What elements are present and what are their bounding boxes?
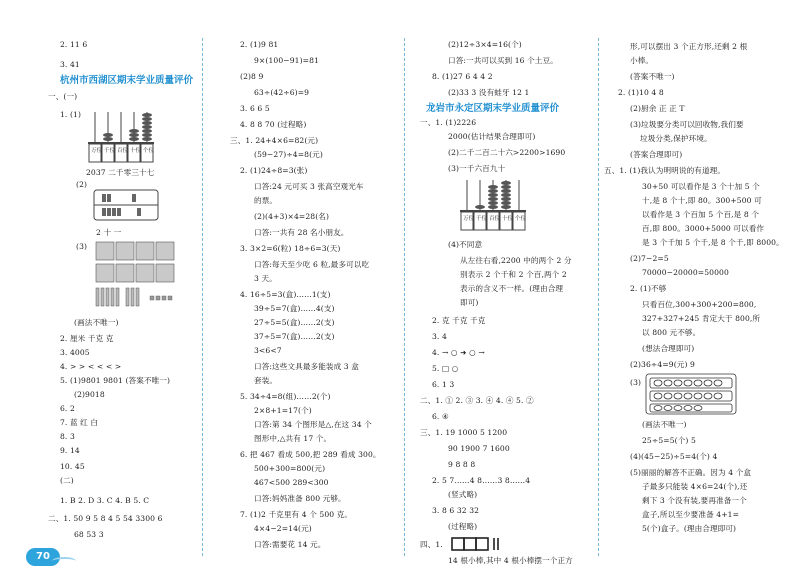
base-ten-blocks-figure: [94, 240, 192, 312]
abacus-figure: [86, 108, 156, 164]
abacus-label: 十位: [502, 216, 514, 222]
answer-line: 2. (1)不够: [630, 284, 667, 293]
abacus-figure: [458, 176, 528, 236]
answer-line: 垃圾分类,保护环境。: [640, 134, 712, 143]
answer-line: (2)9018: [74, 390, 105, 399]
abacus-label: 十位: [130, 148, 142, 154]
column-1: [0, 0, 200, 574]
answer-line: 口答:每天至少吃 6 粒,最多可以吃: [254, 260, 370, 269]
answer-line: 2×8+1=17(个): [254, 406, 312, 415]
answer-line: 1. (1): [60, 110, 82, 119]
answer-line: (4)不同意: [448, 240, 483, 249]
answer-line: 2. 厘米 千克 克: [60, 334, 114, 343]
answer-line: (二): [60, 476, 74, 485]
answer-line: 十,是 8 个十,即 80。300+500 可: [642, 196, 762, 205]
answer-line: 3. 4: [432, 332, 447, 341]
answer-line: 90 1900 7 1600: [448, 444, 510, 453]
abacus-label: 万位: [91, 148, 103, 154]
answer-line: 3<6<7: [254, 346, 282, 355]
abacus-label: 百位: [117, 148, 129, 154]
answer-line: 6. 把 467 看成 500,把 289 看成 300。: [240, 450, 381, 459]
answer-line: 6. ④: [432, 412, 449, 421]
answer-line: 3. 8 6 32 32: [432, 506, 480, 515]
answer-line: 形,可以摆出 3 个正方形,还剩 2 根: [630, 42, 748, 51]
answer-line: 口答:一共有 28 名小朋友。: [254, 228, 349, 237]
answer-line: (59−27)÷4=8(元): [254, 150, 323, 159]
answer-line: 五、1. (1)我认为明明说的有道理。: [604, 166, 726, 175]
answer-line: 4. > > < < < >: [60, 362, 122, 371]
answer-line: 即可): [460, 298, 479, 307]
answer-line: 2. (1)10 4 8: [618, 88, 664, 97]
answer-line: 6. 1 3: [432, 380, 455, 389]
answer-line: 4. → ○ ➜ ○ →: [432, 348, 485, 357]
answer-line: (5)丽丽的解答不正确。因为 4 个盒: [630, 468, 752, 477]
abacus-label: 个位: [143, 148, 155, 154]
section-heading-yongding: 龙岩市永定区期末学业质量评价: [426, 103, 560, 114]
column-divider: [202, 38, 203, 556]
abacus-label: 百位: [489, 216, 501, 222]
answer-line: 10. 45: [60, 462, 85, 471]
column-3: [408, 0, 598, 574]
answer-line: (2)8 9: [240, 72, 264, 81]
answer-line: 39÷5=7(盒)……4(支): [254, 304, 335, 313]
answer-line: 7. 蓝 红 白: [60, 418, 99, 427]
answer-line: 8. (1)27 6 4 4 2: [432, 72, 493, 81]
answer-line: 14 根小棒,其中 4 根小棒摆一个正方: [448, 556, 573, 565]
abacus-label: 万位: [463, 216, 475, 222]
abacus-label: 千位: [104, 148, 116, 154]
section-heading-xihu: 杭州市西湖区期末学业质量评价: [60, 75, 194, 86]
answer-line: 口答:第 34 个图形是△,在这 34 个: [254, 420, 372, 429]
answer-line: 3. 3×2=6(粒) 18÷6=3(天): [240, 244, 341, 253]
answer-line: 一、1. (1)2226: [420, 118, 477, 127]
answer-line: 7. (1)2 千克里有 4 个 500 克。: [240, 510, 353, 519]
answer-line: 70000−20000=50000: [642, 268, 729, 277]
answer-line: 4. 8 8 70 (过程略): [240, 120, 307, 129]
answer-line: 2. 克 千克 千克: [432, 316, 486, 325]
column-divider: [404, 38, 405, 556]
column-4: [600, 0, 800, 574]
answer-line: 剩下 3 个没有装,要再准备一个: [642, 496, 747, 505]
answer-line: 4. 16÷5=3(盒)……1(支): [240, 290, 331, 299]
page-number: 70: [26, 548, 60, 566]
answer-line: 二、1. 50 9 5 8 4 5 54 3300 6: [48, 514, 163, 523]
answer-line: 从左往右看,2200 中的两个 2 分: [460, 256, 572, 265]
answer-line: 口答:一共可以买到 16 个土豆。: [448, 56, 558, 65]
answer-line: (2)33 3 没有蛙牙 12 1: [448, 88, 530, 97]
answer-line: 子最多只能装 4×6=24(个),还: [642, 482, 748, 491]
answer-line: 套装。: [254, 376, 278, 385]
answer-line: (画法不唯一): [642, 420, 687, 429]
answer-line: 5(个)盒子。(理由合理即可): [642, 524, 737, 533]
page-number-decoration: [52, 557, 76, 565]
answer-line: (过程略): [448, 522, 478, 531]
answer-line: 口答:24 元可买 3 张高空观光车: [254, 182, 364, 191]
answer-line: 2 十 一: [96, 228, 122, 237]
answer-line: 口答:这些文具最多能装成 3 盒: [254, 362, 359, 371]
answer-line: (4)(45−25)÷5=4(个) 4: [630, 452, 718, 461]
abacus-label: 个位: [515, 216, 527, 222]
answer-line: (3): [630, 378, 642, 387]
answer-line: 5. □ ○: [432, 364, 459, 373]
answer-line: (2)12÷3×4=16(个): [448, 40, 522, 49]
column-divider: [598, 38, 599, 556]
answer-line: 四、1.: [420, 540, 443, 549]
answer-line: 63÷(42÷6)=9: [254, 88, 310, 97]
answer-line: (2)二千二百二十六>2200>1690: [448, 148, 566, 157]
answer-line: (画法不唯一): [74, 318, 119, 327]
answer-line: 9 8 8 8: [448, 460, 476, 469]
answer-line: 27÷5=5(盒)……2(支): [254, 318, 335, 327]
answer-line: 4×4−2=14(元): [254, 524, 312, 533]
answer-line: 别表示 2 个千和 2 个百,两个 2: [460, 270, 567, 279]
answer-line: 3. 4005: [60, 348, 90, 357]
answer-line: 二、1. ① 2. ③ 3. ④ 4. ④ 5. ②: [420, 396, 534, 405]
answer-line: 三、1. 24+4×6=82(元): [230, 136, 319, 145]
answer-line: 5. (1)9801 9801 (答案不唯一): [60, 376, 171, 385]
answer-line: 2037 二千零三十七: [86, 168, 155, 177]
answer-line: 是 3 个千加 5 个千,是 8 个千,即 8000。: [642, 238, 784, 247]
answer-line: 25÷5=5(个) 5: [642, 436, 696, 445]
answer-line: 2. 5 7……4 8……3 8……4: [432, 476, 531, 485]
answer-line: (3): [76, 242, 88, 251]
bead-groups-figure: [644, 372, 740, 416]
answer-line: 口答:妈妈准备 800 元够。: [254, 494, 346, 503]
counting-frame-figure: [92, 188, 160, 224]
answer-line: 百,即 800。3000+5000 可以看作: [642, 224, 765, 233]
answer-line: 30+50 可以看作是 3 个十加 5 个: [642, 182, 760, 191]
answer-line: 三、1. 19 1000 5 1200: [420, 428, 508, 437]
answer-line: 500+300=800(元): [254, 464, 326, 473]
answer-line: 9×(100−91)=81: [254, 56, 319, 65]
answer-line: 口答:需要花 14 元。: [254, 540, 326, 549]
answer-line: 以看作是 3 个百加 5 个百,是 8 个: [642, 210, 760, 219]
answer-line: (2)36÷4=9(元) 9: [630, 360, 695, 369]
answer-line: 盒子,所以至少要准备 4+1=: [642, 510, 740, 519]
answer-line: (2): [76, 180, 88, 189]
answer-line: 2. 11 6: [60, 40, 88, 49]
answer-line: (竖式略): [448, 490, 478, 499]
matchstick-squares-figure: [450, 536, 520, 552]
answer-line: (2)7−2=5: [630, 254, 669, 263]
answer-line: 2000(估计结果合理即可): [448, 132, 536, 141]
answer-line: 只看百位,300+300+200=800,: [642, 300, 757, 309]
answer-line: 37÷5=7(盒)……2(支): [254, 332, 335, 341]
answer-line: 1. B 2. D 3. C 4. B 5. C: [60, 496, 150, 505]
answer-line: (3)垃圾要分类可以回收物,我们要: [630, 120, 744, 129]
answer-line: (想法合理即可): [642, 344, 695, 353]
answer-line: 327+327+245 肯定大于 800,所: [642, 314, 761, 323]
answer-line: 3. 41: [60, 60, 80, 69]
answer-line: 68 53 3: [74, 530, 104, 539]
answer-line: 图形中,△共有 17 个。: [254, 434, 332, 443]
answer-line: 467<500 289<300: [254, 478, 329, 487]
abacus-label: 千位: [476, 216, 488, 222]
answer-line: (答案不唯一): [630, 72, 675, 81]
answer-line: 9. 14: [60, 446, 80, 455]
answer-line: 表示的含义不一样。(理由合理: [460, 284, 564, 293]
answer-line: 6. 2: [60, 404, 75, 413]
answer-line: (答案合理即可): [630, 150, 683, 159]
answer-line: 3. 6 6 5: [240, 104, 270, 113]
answer-line: 2. (1)24÷8=3(张): [240, 166, 308, 175]
answer-line: 3 天。: [254, 274, 277, 283]
answer-line: 5. 34÷4=8(组)……2(个): [240, 392, 331, 401]
answer-line: 以 800 元不够。: [642, 328, 701, 337]
answer-line: 一、(一): [48, 92, 78, 101]
answer-line: (2)(4+3)×4=28(名): [254, 212, 330, 221]
answer-line: 8. 3: [60, 432, 75, 441]
answer-line: (2)厨余 正 正 T: [630, 104, 685, 113]
answer-line: 的票。: [254, 196, 278, 205]
column-2: [210, 0, 400, 574]
answer-line: 2. (1)9 81: [240, 40, 279, 49]
answer-line: 小棒。: [630, 56, 654, 65]
answer-line: (3)一千六百九十: [448, 164, 506, 173]
